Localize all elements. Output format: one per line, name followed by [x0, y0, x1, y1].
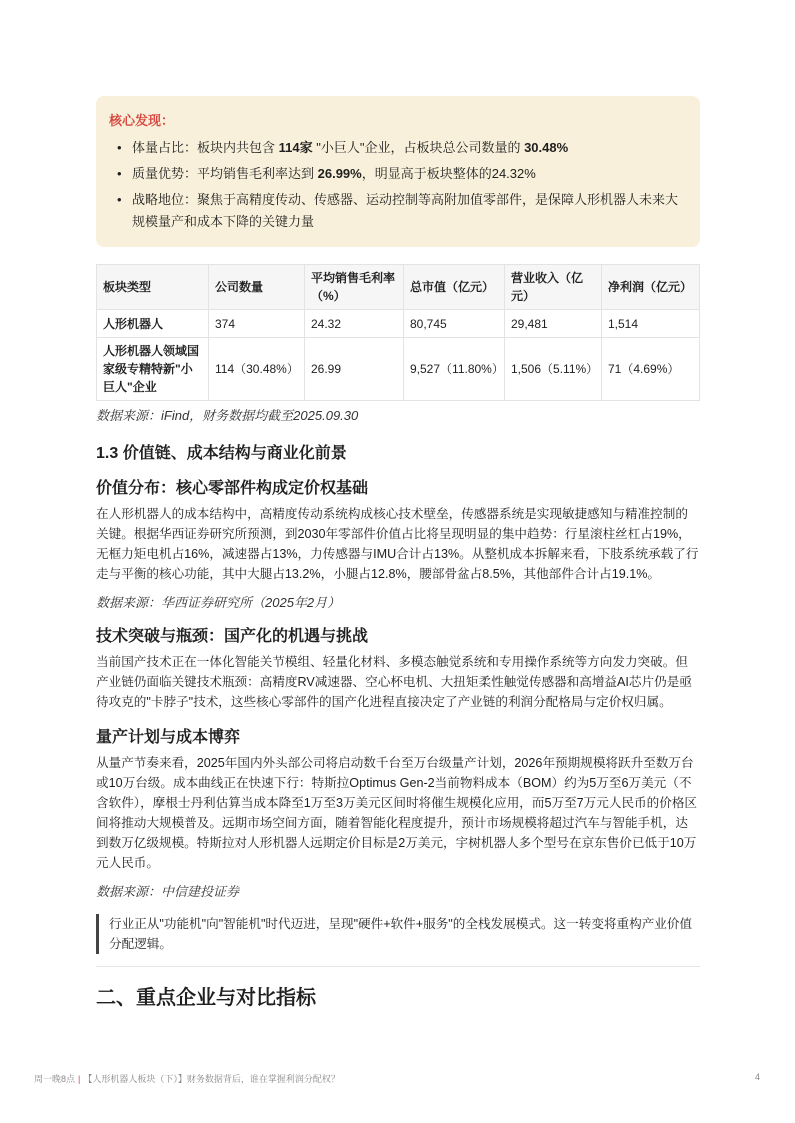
footer-title: 【人形机器人板块（下）】财务数据背后，谁在掌握利润分配权？	[83, 1074, 340, 1084]
table-header-row	[97, 265, 700, 310]
page-number: 4	[754, 1072, 760, 1082]
paragraph: 在人形机器人的成本结构中，高精度传动系统构成核心技术壁垒，传感器系统是实现敏捷感知与精准控制的关键。根据华西证券研究所预测，到2030年零部件价值占比将呈现明显的集中趋势：行星滚柱丝杠占19%，无框力矩电机占16%，减速器占13%，力传感器与IMU合计占13%。从整机成本拆解来看，下肢系统承载了行走与平衡的核心功能，其中大腿占13.2%，小腿占12.8%，腰部骨盆占8.5%，其他部件合计占19.1%。	[96, 507, 699, 581]
table-cell: 24.32	[305, 310, 404, 338]
table-cell: 26.99	[305, 338, 404, 401]
finding-item: • 体量占比：板块内共包含 114家 "小巨人"企业，占板块总公司数量的 30.48%	[109, 137, 686, 159]
page-footer	[34, 1072, 760, 1085]
column-header: 净利润（亿元）	[602, 265, 700, 310]
finding-item: • 战略地位：聚焦于高精度传动、传感器、运动控制等高附加值零部件，是保障人形机器人未来大规模量产和成本下降的关键力量	[109, 189, 686, 233]
table-row	[97, 310, 700, 338]
column-header: 公司数量	[209, 265, 305, 310]
chapter-title: 二、重点企业与对比指标	[96, 987, 316, 1009]
table-source: 数据来源：iFind，财务数据均截至2025.09.30	[96, 408, 359, 423]
paragraph: 当前国产技术正在一体化智能关节模组、轻量化材料、多模态触觉系统和专用操作系统等方向发力突破。但产业链仍面临关键技术瓶颈：高精度RV减速器、空心杯电机、大扭矩柔性触觉传感器和高增益AI芯片仍是亟待攻克的"卡脖子"技术，这些核心零部件的国产化进程直接决定了产业链的利润分配格局与定价权归属。	[96, 655, 692, 709]
table-cell: 1,506（5.11%）	[505, 338, 602, 401]
source-note: 数据来源：华西证券研究所（2025年2月）	[96, 595, 341, 610]
column-header: 板块类型	[97, 265, 209, 310]
page-content	[96, 96, 700, 1010]
table-cell: 1,514	[602, 310, 700, 338]
sector-comparison-table	[96, 264, 700, 401]
table-cell: 71（4.69%）	[602, 338, 700, 401]
blockquote: 行业正从"功能机"向"智能机"时代迈进，呈现"硬件+软件+服务"的全栈发展模式。这一转变将重构产业价值分配逻辑。	[96, 914, 700, 954]
section-title: 1.3 价值链、成本结构与商业化前景	[96, 445, 347, 462]
column-header: 平均销售毛利率（%）	[305, 265, 404, 310]
column-header: 营业收入（亿元）	[505, 265, 602, 310]
footer-separator: |	[78, 1074, 81, 1084]
table-cell: 9,527（11.80%）	[404, 338, 505, 401]
finding-item: • 质量优势：平均销售毛利率达到 26.99%，明显高于板块整体的24.32%	[109, 163, 686, 185]
callout-title: 核心发现：	[109, 113, 175, 128]
column-header: 总市值（亿元）	[404, 265, 505, 310]
subsection-title: 量产计划与成本博弈	[96, 729, 241, 746]
divider	[96, 966, 700, 967]
paragraph: 从量产节奏来看，2025年国内外头部公司将启动数千台至万台级量产计划，2026年预期规模将跃升至数万台或10万台级。成本曲线正在快速下行：特斯拉Optimus Gen-2当前物料成本（BOM）约为5万至6万美元（不含软件），摩根士丹利估算当成本降至1万至3万美元区间时将催生规模化应用，而5万至7万元人民币的价格区间将推动大规模普及。远期市场空间方面，随着智能化程度提升，预计市场规模将超过汽车与智能手机，达到数万亿级规模。特斯拉对人形机器人远期定价目标是2万美元，宇树机器人多个型号在京东售价已低于10万元人民币。	[96, 756, 698, 870]
table-row	[97, 338, 700, 401]
table-cell: 人形机器人	[97, 310, 209, 338]
table-cell: 374	[209, 310, 305, 338]
table-cell: 29,481	[505, 310, 602, 338]
source-note: 数据来源：中信建投证券	[96, 884, 240, 899]
subsection-title: 价值分布：核心零部件构成定价权基础	[96, 480, 369, 497]
table-cell: 80,745	[404, 310, 505, 338]
table-cell: 人形机器人领域国家级专精特新"小巨人"企业	[97, 338, 209, 401]
table-cell: 114（30.48%）	[209, 338, 305, 401]
key-findings-callout	[96, 96, 700, 247]
footer-brand: 周一晚8点	[34, 1074, 76, 1084]
subsection-title: 技术突破与瓶颈：国产化的机遇与挑战	[96, 628, 369, 645]
